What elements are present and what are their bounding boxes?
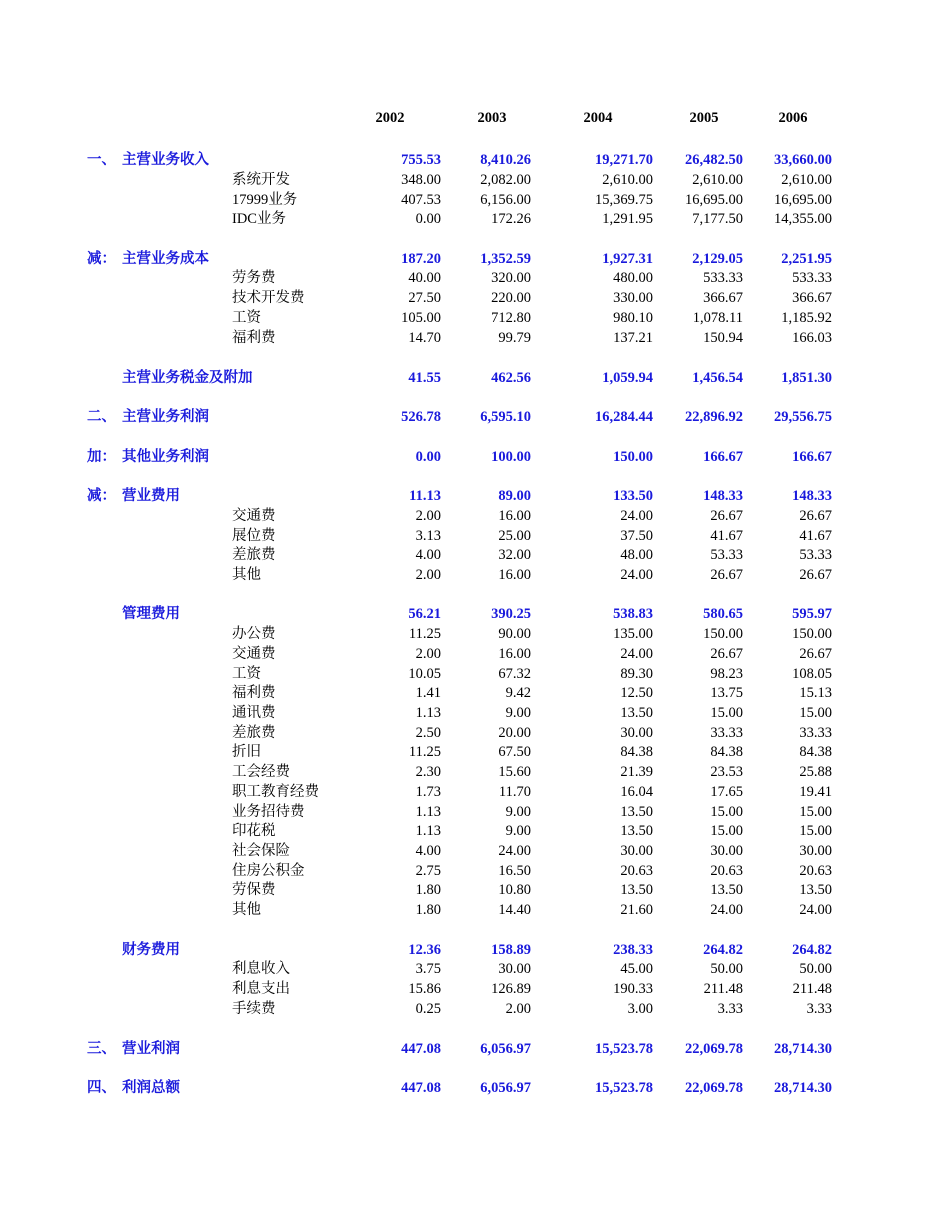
value-2006: 29,556.75: [774, 409, 832, 425]
value-2006: 53.33: [799, 547, 832, 563]
value-2003: 90.00: [498, 626, 531, 642]
value-2006: 16,695.00: [774, 192, 832, 208]
value-2003: 2,082.00: [480, 172, 531, 188]
value-2002: 2.50: [415, 725, 441, 741]
value-2003: 712.80: [491, 310, 531, 326]
section-total-row: [0, 486, 950, 506]
value-2003: 6,156.00: [480, 192, 531, 208]
value-2006: 15.00: [799, 705, 832, 721]
section-total-row: [0, 150, 950, 170]
value-2003: 6,056.97: [480, 1041, 531, 1057]
value-2005: 2,129.05: [692, 251, 743, 267]
value-2004: 13.50: [620, 705, 653, 721]
row-prefix: 一、: [87, 152, 116, 168]
value-2003: 16.50: [498, 863, 531, 879]
value-2004: 330.00: [613, 290, 653, 306]
row-label: 工资: [232, 666, 261, 682]
value-2005: 20.63: [710, 863, 743, 879]
value-2004: 13.50: [620, 882, 653, 898]
value-2005: 2,610.00: [692, 172, 743, 188]
value-2004: 13.50: [620, 804, 653, 820]
value-2003: 126.89: [491, 981, 531, 997]
row-label: 社会保险: [232, 843, 290, 859]
value-2002: 11.25: [408, 744, 441, 760]
row-label: 其他业务利润: [122, 449, 209, 465]
value-2006: 26.67: [799, 646, 832, 662]
value-2003: 25.00: [498, 528, 531, 544]
row-label: 业务招待费: [232, 804, 305, 820]
value-2004: 16.04: [620, 784, 653, 800]
section-total-row: [0, 1078, 950, 1098]
value-2002: 3.13: [415, 528, 441, 544]
value-2006: 15.13: [799, 685, 832, 701]
detail-row: [0, 268, 950, 288]
row-label: 主营业务成本: [122, 251, 209, 267]
value-2005: 17.65: [710, 784, 743, 800]
value-2003: 20.00: [498, 725, 531, 741]
value-2004: 45.00: [620, 961, 653, 977]
value-2006: 264.82: [792, 942, 832, 958]
value-2003: 16.00: [498, 646, 531, 662]
value-2006: 148.33: [792, 488, 832, 504]
value-2002: 0.00: [415, 449, 441, 465]
value-2003: 24.00: [498, 843, 531, 859]
value-2003: 158.89: [491, 942, 531, 958]
value-2004: 137.21: [613, 330, 653, 346]
value-2002: 14.70: [408, 330, 441, 346]
year-header-2005: 2005: [689, 110, 719, 126]
section-total-row: [0, 1039, 950, 1059]
value-2004: 480.00: [613, 270, 653, 286]
value-2004: 19,271.70: [595, 152, 653, 168]
value-2002: 41.55: [408, 370, 441, 386]
value-2005: 150.94: [703, 330, 743, 346]
value-2005: 13.50: [710, 882, 743, 898]
value-2004: 24.00: [620, 508, 653, 524]
detail-row: [0, 841, 950, 861]
value-2002: 1.80: [415, 902, 441, 918]
value-2006: 20.63: [799, 863, 832, 879]
row-label: 职工教育经费: [232, 784, 319, 800]
row-label: 利润总额: [122, 1080, 180, 1096]
value-2002: 348.00: [401, 172, 441, 188]
detail-row: [0, 959, 950, 979]
value-2003: 16.00: [498, 567, 531, 583]
row-label: 利息支出: [232, 981, 290, 997]
value-2005: 26.67: [710, 567, 743, 583]
value-2003: 32.00: [498, 547, 531, 563]
value-2003: 6,056.97: [480, 1080, 531, 1096]
row-prefix: 四、: [87, 1080, 116, 1096]
detail-row: [0, 703, 950, 723]
value-2004: 21.39: [620, 764, 653, 780]
detail-row: [0, 170, 950, 190]
row-label: 住房公积金: [232, 863, 305, 879]
value-2005: 580.65: [703, 606, 743, 622]
value-2002: 1.13: [415, 823, 441, 839]
value-2004: 20.63: [620, 863, 653, 879]
detail-row: [0, 644, 950, 664]
detail-row: [0, 209, 950, 229]
value-2004: 13.50: [620, 823, 653, 839]
detail-row: [0, 683, 950, 703]
row-label: 福利费: [232, 330, 276, 346]
value-2003: 6,595.10: [480, 409, 531, 425]
value-2002: 447.08: [401, 1041, 441, 1057]
value-2002: 11.25: [408, 626, 441, 642]
detail-row: [0, 782, 950, 802]
row-label: 折旧: [232, 744, 261, 760]
value-2003: 9.00: [505, 823, 531, 839]
value-2006: 28,714.30: [774, 1041, 832, 1057]
row-label: 其他: [232, 567, 261, 583]
row-label: 系统开发: [232, 172, 290, 188]
value-2002: 1.41: [415, 685, 441, 701]
detail-row: [0, 979, 950, 999]
row-label: 财务费用: [122, 942, 180, 958]
row-label: 主营业务利润: [122, 409, 209, 425]
value-2003: 320.00: [491, 270, 531, 286]
value-2006: 166.67: [792, 449, 832, 465]
section-total-row: [0, 604, 950, 624]
value-2005: 33.33: [710, 725, 743, 741]
value-2006: 166.03: [792, 330, 832, 346]
value-2004: 21.60: [620, 902, 653, 918]
value-2002: 2.00: [415, 646, 441, 662]
value-2002: 2.75: [415, 863, 441, 879]
row-label: 主营业务收入: [122, 152, 209, 168]
value-2002: 40.00: [408, 270, 441, 286]
row-label: 交通费: [232, 646, 276, 662]
detail-row: [0, 308, 950, 328]
value-2005: 15.00: [710, 823, 743, 839]
value-2005: 16,695.00: [685, 192, 743, 208]
value-2006: 3.33: [806, 1001, 832, 1017]
detail-row: [0, 900, 950, 920]
value-2003: 10.80: [498, 882, 531, 898]
value-2006: 15.00: [799, 823, 832, 839]
value-2002: 526.78: [401, 409, 441, 425]
value-2006: 1,851.30: [781, 370, 832, 386]
value-2004: 37.50: [620, 528, 653, 544]
value-2002: 4.00: [415, 843, 441, 859]
value-2006: 108.05: [792, 666, 832, 682]
value-2004: 15,369.75: [595, 192, 653, 208]
value-2003: 8,410.26: [480, 152, 531, 168]
row-label: 技术开发费: [232, 290, 305, 306]
detail-row: [0, 624, 950, 644]
row-label: 17999业务: [232, 192, 298, 208]
value-2002: 4.00: [415, 547, 441, 563]
value-2003: 462.56: [491, 370, 531, 386]
value-2002: 1.73: [415, 784, 441, 800]
value-2004: 1,059.94: [602, 370, 653, 386]
value-2004: 538.83: [613, 606, 653, 622]
row-label: 手续费: [232, 1001, 276, 1017]
value-2004: 84.38: [620, 744, 653, 760]
detail-row: [0, 328, 950, 348]
value-2005: 84.38: [710, 744, 743, 760]
detail-row: [0, 565, 950, 585]
value-2006: 150.00: [792, 626, 832, 642]
row-label: 主营业务税金及附加: [122, 370, 253, 386]
value-2006: 533.33: [792, 270, 832, 286]
row-label: 差旅费: [232, 725, 276, 741]
value-2005: 15.00: [710, 705, 743, 721]
value-2003: 89.00: [498, 488, 531, 504]
value-2004: 135.00: [613, 626, 653, 642]
value-2003: 14.40: [498, 902, 531, 918]
value-2003: 2.00: [505, 1001, 531, 1017]
row-prefix: 加：: [87, 449, 116, 465]
value-2005: 98.23: [710, 666, 743, 682]
value-2006: 26.67: [799, 567, 832, 583]
value-2003: 15.60: [498, 764, 531, 780]
value-2005: 13.75: [710, 685, 743, 701]
value-2006: 28,714.30: [774, 1080, 832, 1096]
section-total-row: [0, 940, 950, 960]
value-2005: 166.67: [703, 449, 743, 465]
section-total-row: [0, 447, 950, 467]
value-2002: 1.13: [415, 804, 441, 820]
value-2002: 3.75: [415, 961, 441, 977]
value-2006: 24.00: [799, 902, 832, 918]
value-2006: 2,251.95: [781, 251, 832, 267]
value-2004: 1,291.95: [602, 211, 653, 227]
value-2003: 1,352.59: [480, 251, 531, 267]
detail-row: [0, 762, 950, 782]
value-2003: 11.70: [498, 784, 531, 800]
value-2003: 172.26: [491, 211, 531, 227]
value-2004: 89.30: [620, 666, 653, 682]
value-2004: 190.33: [613, 981, 653, 997]
row-label: 办公费: [232, 626, 276, 642]
value-2003: 9.00: [505, 705, 531, 721]
value-2005: 53.33: [710, 547, 743, 563]
row-prefix: 三、: [87, 1041, 116, 1057]
value-2002: 1.13: [415, 705, 441, 721]
value-2003: 16.00: [498, 508, 531, 524]
row-label: 利息收入: [232, 961, 290, 977]
value-2005: 30.00: [710, 843, 743, 859]
section-total-row: [0, 368, 950, 388]
value-2004: 150.00: [613, 449, 653, 465]
value-2005: 264.82: [703, 942, 743, 958]
row-label: IDC业务: [232, 211, 286, 227]
value-2005: 1,456.54: [692, 370, 743, 386]
value-2005: 26.67: [710, 508, 743, 524]
year-header-2003: 2003: [477, 110, 507, 126]
row-label: 其他: [232, 902, 261, 918]
row-label: 工资: [232, 310, 261, 326]
row-prefix: 二、: [87, 409, 116, 425]
value-2004: 30.00: [620, 725, 653, 741]
value-2006: 13.50: [799, 882, 832, 898]
value-2003: 67.32: [498, 666, 531, 682]
value-2002: 0.25: [415, 1001, 441, 1017]
value-2005: 366.67: [703, 290, 743, 306]
value-2003: 220.00: [491, 290, 531, 306]
value-2002: 2.00: [415, 508, 441, 524]
value-2005: 7,177.50: [692, 211, 743, 227]
value-2005: 41.67: [710, 528, 743, 544]
value-2002: 2.00: [415, 567, 441, 583]
value-2004: 133.50: [613, 488, 653, 504]
value-2002: 56.21: [408, 606, 441, 622]
value-2004: 16,284.44: [595, 409, 653, 425]
value-2003: 9.42: [505, 685, 531, 701]
value-2006: 41.67: [799, 528, 832, 544]
detail-row: [0, 190, 950, 210]
value-2006: 211.48: [792, 981, 832, 997]
value-2005: 22,069.78: [685, 1041, 743, 1057]
value-2002: 187.20: [401, 251, 441, 267]
value-2006: 26.67: [799, 508, 832, 524]
value-2004: 2,610.00: [602, 172, 653, 188]
value-2005: 23.53: [710, 764, 743, 780]
value-2006: 15.00: [799, 804, 832, 820]
value-2005: 26.67: [710, 646, 743, 662]
value-2003: 99.79: [498, 330, 531, 346]
value-2006: 30.00: [799, 843, 832, 859]
value-2006: 14,355.00: [774, 211, 832, 227]
row-label: 营业利润: [122, 1041, 180, 1057]
row-label: 通讯费: [232, 705, 276, 721]
value-2004: 30.00: [620, 843, 653, 859]
value-2006: 33,660.00: [774, 152, 832, 168]
value-2002: 407.53: [401, 192, 441, 208]
value-2006: 2,610.00: [781, 172, 832, 188]
value-2005: 15.00: [710, 804, 743, 820]
row-label: 印花税: [232, 823, 276, 839]
value-2003: 100.00: [491, 449, 531, 465]
row-label: 展位费: [232, 528, 276, 544]
section-total-row: [0, 249, 950, 269]
value-2002: 10.05: [408, 666, 441, 682]
row-label: 交通费: [232, 508, 276, 524]
detail-row: [0, 742, 950, 762]
value-2004: 12.50: [620, 685, 653, 701]
row-label: 劳务费: [232, 270, 276, 286]
detail-row: [0, 821, 950, 841]
value-2006: 84.38: [799, 744, 832, 760]
detail-row: [0, 526, 950, 546]
detail-row: [0, 545, 950, 565]
value-2004: 15,523.78: [595, 1041, 653, 1057]
value-2002: 27.50: [408, 290, 441, 306]
section-total-row: [0, 407, 950, 427]
value-2004: 3.00: [627, 1001, 653, 1017]
value-2005: 26,482.50: [685, 152, 743, 168]
value-2002: 1.80: [415, 882, 441, 898]
row-label: 福利费: [232, 685, 276, 701]
year-header-2002: 2002: [375, 110, 405, 126]
value-2006: 366.67: [792, 290, 832, 306]
detail-row: [0, 506, 950, 526]
value-2004: 980.10: [613, 310, 653, 326]
value-2002: 0.00: [415, 211, 441, 227]
value-2005: 211.48: [703, 981, 743, 997]
value-2003: 30.00: [498, 961, 531, 977]
value-2005: 50.00: [710, 961, 743, 977]
detail-row: [0, 999, 950, 1019]
value-2005: 22,896.92: [685, 409, 743, 425]
detail-row: [0, 723, 950, 743]
value-2005: 3.33: [717, 1001, 743, 1017]
detail-row: [0, 880, 950, 900]
value-2002: 15.86: [408, 981, 441, 997]
value-2003: 67.50: [498, 744, 531, 760]
value-2006: 1,185.92: [781, 310, 832, 326]
row-label: 管理费用: [122, 606, 180, 622]
value-2004: 238.33: [613, 942, 653, 958]
value-2002: 11.13: [409, 488, 441, 504]
value-2004: 48.00: [620, 547, 653, 563]
value-2006: 25.88: [799, 764, 832, 780]
row-prefix: 减：: [87, 251, 116, 267]
detail-row: [0, 288, 950, 308]
value-2004: 24.00: [620, 567, 653, 583]
row-label: 劳保费: [232, 882, 276, 898]
value-2002: 2.30: [415, 764, 441, 780]
value-2004: 24.00: [620, 646, 653, 662]
value-2002: 105.00: [401, 310, 441, 326]
value-2003: 390.25: [491, 606, 531, 622]
value-2005: 24.00: [710, 902, 743, 918]
value-2002: 447.08: [401, 1080, 441, 1096]
value-2002: 755.53: [401, 152, 441, 168]
value-2003: 9.00: [505, 804, 531, 820]
value-2005: 150.00: [703, 626, 743, 642]
row-label: 营业费用: [122, 488, 180, 504]
value-2005: 1,078.11: [692, 310, 743, 326]
value-2006: 33.33: [799, 725, 832, 741]
value-2006: 19.41: [799, 784, 832, 800]
value-2004: 1,927.31: [602, 251, 653, 267]
value-2005: 22,069.78: [685, 1080, 743, 1096]
value-2006: 595.97: [792, 606, 832, 622]
year-header-2006: 2006: [778, 110, 808, 126]
row-label: 工会经费: [232, 764, 290, 780]
detail-row: [0, 664, 950, 684]
value-2002: 12.36: [408, 942, 441, 958]
year-header-2004: 2004: [583, 110, 613, 126]
value-2005: 533.33: [703, 270, 743, 286]
row-prefix: 减：: [87, 488, 116, 504]
row-label: 差旅费: [232, 547, 276, 563]
value-2006: 50.00: [799, 961, 832, 977]
detail-row: [0, 861, 950, 881]
value-2005: 148.33: [703, 488, 743, 504]
value-2004: 15,523.78: [595, 1080, 653, 1096]
detail-row: [0, 802, 950, 822]
